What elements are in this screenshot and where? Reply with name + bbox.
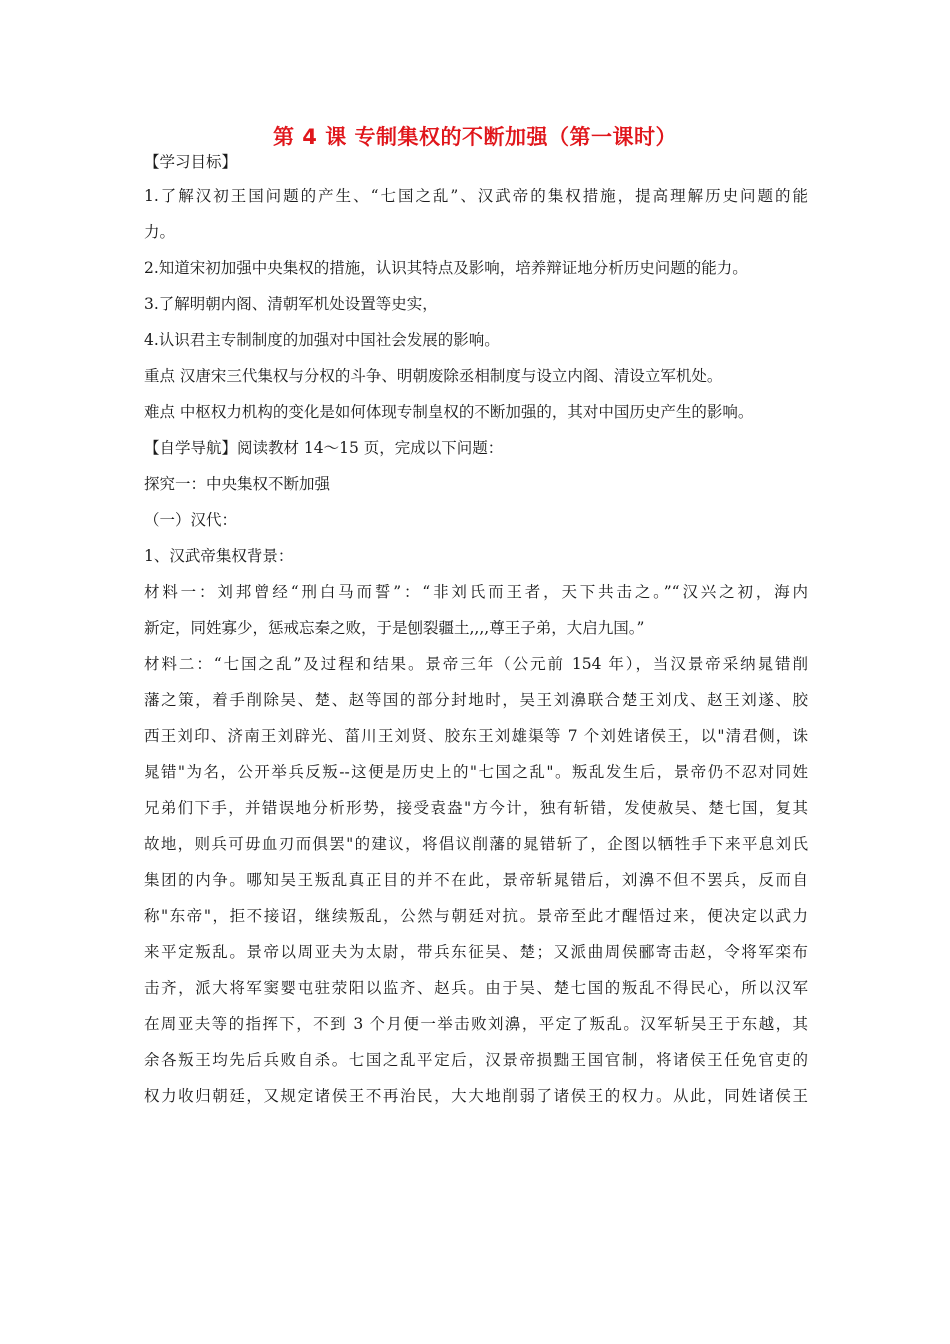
material-two-line-1: 材料二：“七国之乱”及过程和结果。景帝三年（公元前 154 年），当汉景帝采纳晁错削: [144, 655, 808, 673]
material-two-line-6: 故地，则兵可毋血刃而俱罢"的建议，将倡议削藩的晁错斩了，企图以牺牲手下来平息刘氏: [144, 835, 808, 853]
material-one-line-1: 材料一：刘邦曾经“刑白马而誓”：“非刘氏而王者，天下共击之。”“汉兴之初，海内: [144, 583, 808, 601]
material-two-line-13: 权力收归朝廷，又规定诸侯王不再治民，大大地削弱了诸侯王的权力。从此，同姓诸侯王: [144, 1087, 808, 1105]
key-point-line: 重点 汉唐宋三代集权与分权的斗争、明朝废除丞相制度与设立内阁、清设立军机处。: [144, 367, 723, 385]
goal-line-4: 4.认识君主专制制度的加强对中国社会发展的影响。: [144, 331, 500, 349]
material-two-line-5: 兄弟们下手，并错误地分析形势，接受袁盎"方今计，独有斩错，发使赦吴、楚七国，复其: [144, 799, 808, 817]
goal-line-1-cont: 力。: [144, 223, 176, 241]
material-two-line-7: 集团的内争。哪知吴王叛乱真正目的并不在此，景帝斩晁错后，刘濞不但不罢兵，反而自: [144, 871, 808, 889]
material-two-line-12: 余各叛王均先后兵败自杀。七国之乱平定后，汉景帝损黜王国官制，将诸侯王任免官吏的: [144, 1051, 808, 1069]
background-heading: 1、汉武帝集权背景：: [144, 547, 294, 565]
material-two-line-2: 藩之策，着手削除吴、楚、赵等国的部分封地时，吴王刘濞联合楚王刘戊、赵王刘遂、胶: [144, 691, 808, 709]
difficulty-line: 难点 中枢权力机构的变化是如何体现专制皇权的不断加强的，其对中国历史产生的影响。: [144, 403, 754, 421]
goal-line-1: 1.了解汉初王国问题的产生、“七国之乱”、汉武帝的集权措施，提高理解历史问题的能: [144, 187, 808, 205]
goal-line-2: 2.知道宋初加强中央集权的措施，认识其特点及影响，培养辩证地分析历史问题的能力。: [144, 259, 748, 277]
section-heading-learning-goals: 【学习目标】: [144, 153, 238, 171]
han-dynasty-heading: （一）汉代：: [144, 511, 238, 529]
self-study-heading: 【自学导航】阅读教材 14～15 页，完成以下问题：: [144, 439, 504, 457]
page-title: 第 4 课 专制集权的不断加强（第一课时）: [272, 125, 678, 149]
material-two-line-3: 西王刘印、济南王刘辟光、菑川王刘贤、胶东王刘雄渠等 7 个刘姓诸侯王，以"清君侧，诛: [144, 727, 808, 745]
inquiry-one-heading: 探究一：中央集权不断加强: [144, 475, 331, 493]
material-two-line-9: 来平定叛乱。景帝以周亚夫为太尉，带兵东征吴、楚；又派曲周侯郦寄击赵，令将军栾布: [144, 943, 808, 961]
material-two-line-4: 晁错"为名，公开举兵反叛--这便是历史上的"七国之乱"。叛乱发生后，景帝仍不忍对同姓: [144, 763, 808, 781]
material-two-line-11: 在周亚夫等的指挥下，不到 3 个月便一举击败刘濞，平定了叛乱。汉军斩吴王于东越，其: [144, 1015, 808, 1033]
material-one-line-2: 新定，同姓寡少，惩戒忘秦之败，于是刨裂疆土,,,,尊王子弟，大启九国。”: [144, 619, 645, 637]
goal-line-3: 3.了解明朝内阁、清朝军机处设置等史实，: [144, 295, 438, 313]
material-two-line-8: 称"东帝"，拒不接诏，继续叛乱，公然与朝廷对抗。景帝至此才醒悟过来，便决定以武力: [144, 907, 808, 925]
material-two-line-10: 击齐，派大将军窦婴屯驻荥阳以监齐、赵兵。由于吴、楚七国的叛乱不得民心，所以汉军: [144, 979, 808, 997]
document-body: [144, 150, 808, 1114]
